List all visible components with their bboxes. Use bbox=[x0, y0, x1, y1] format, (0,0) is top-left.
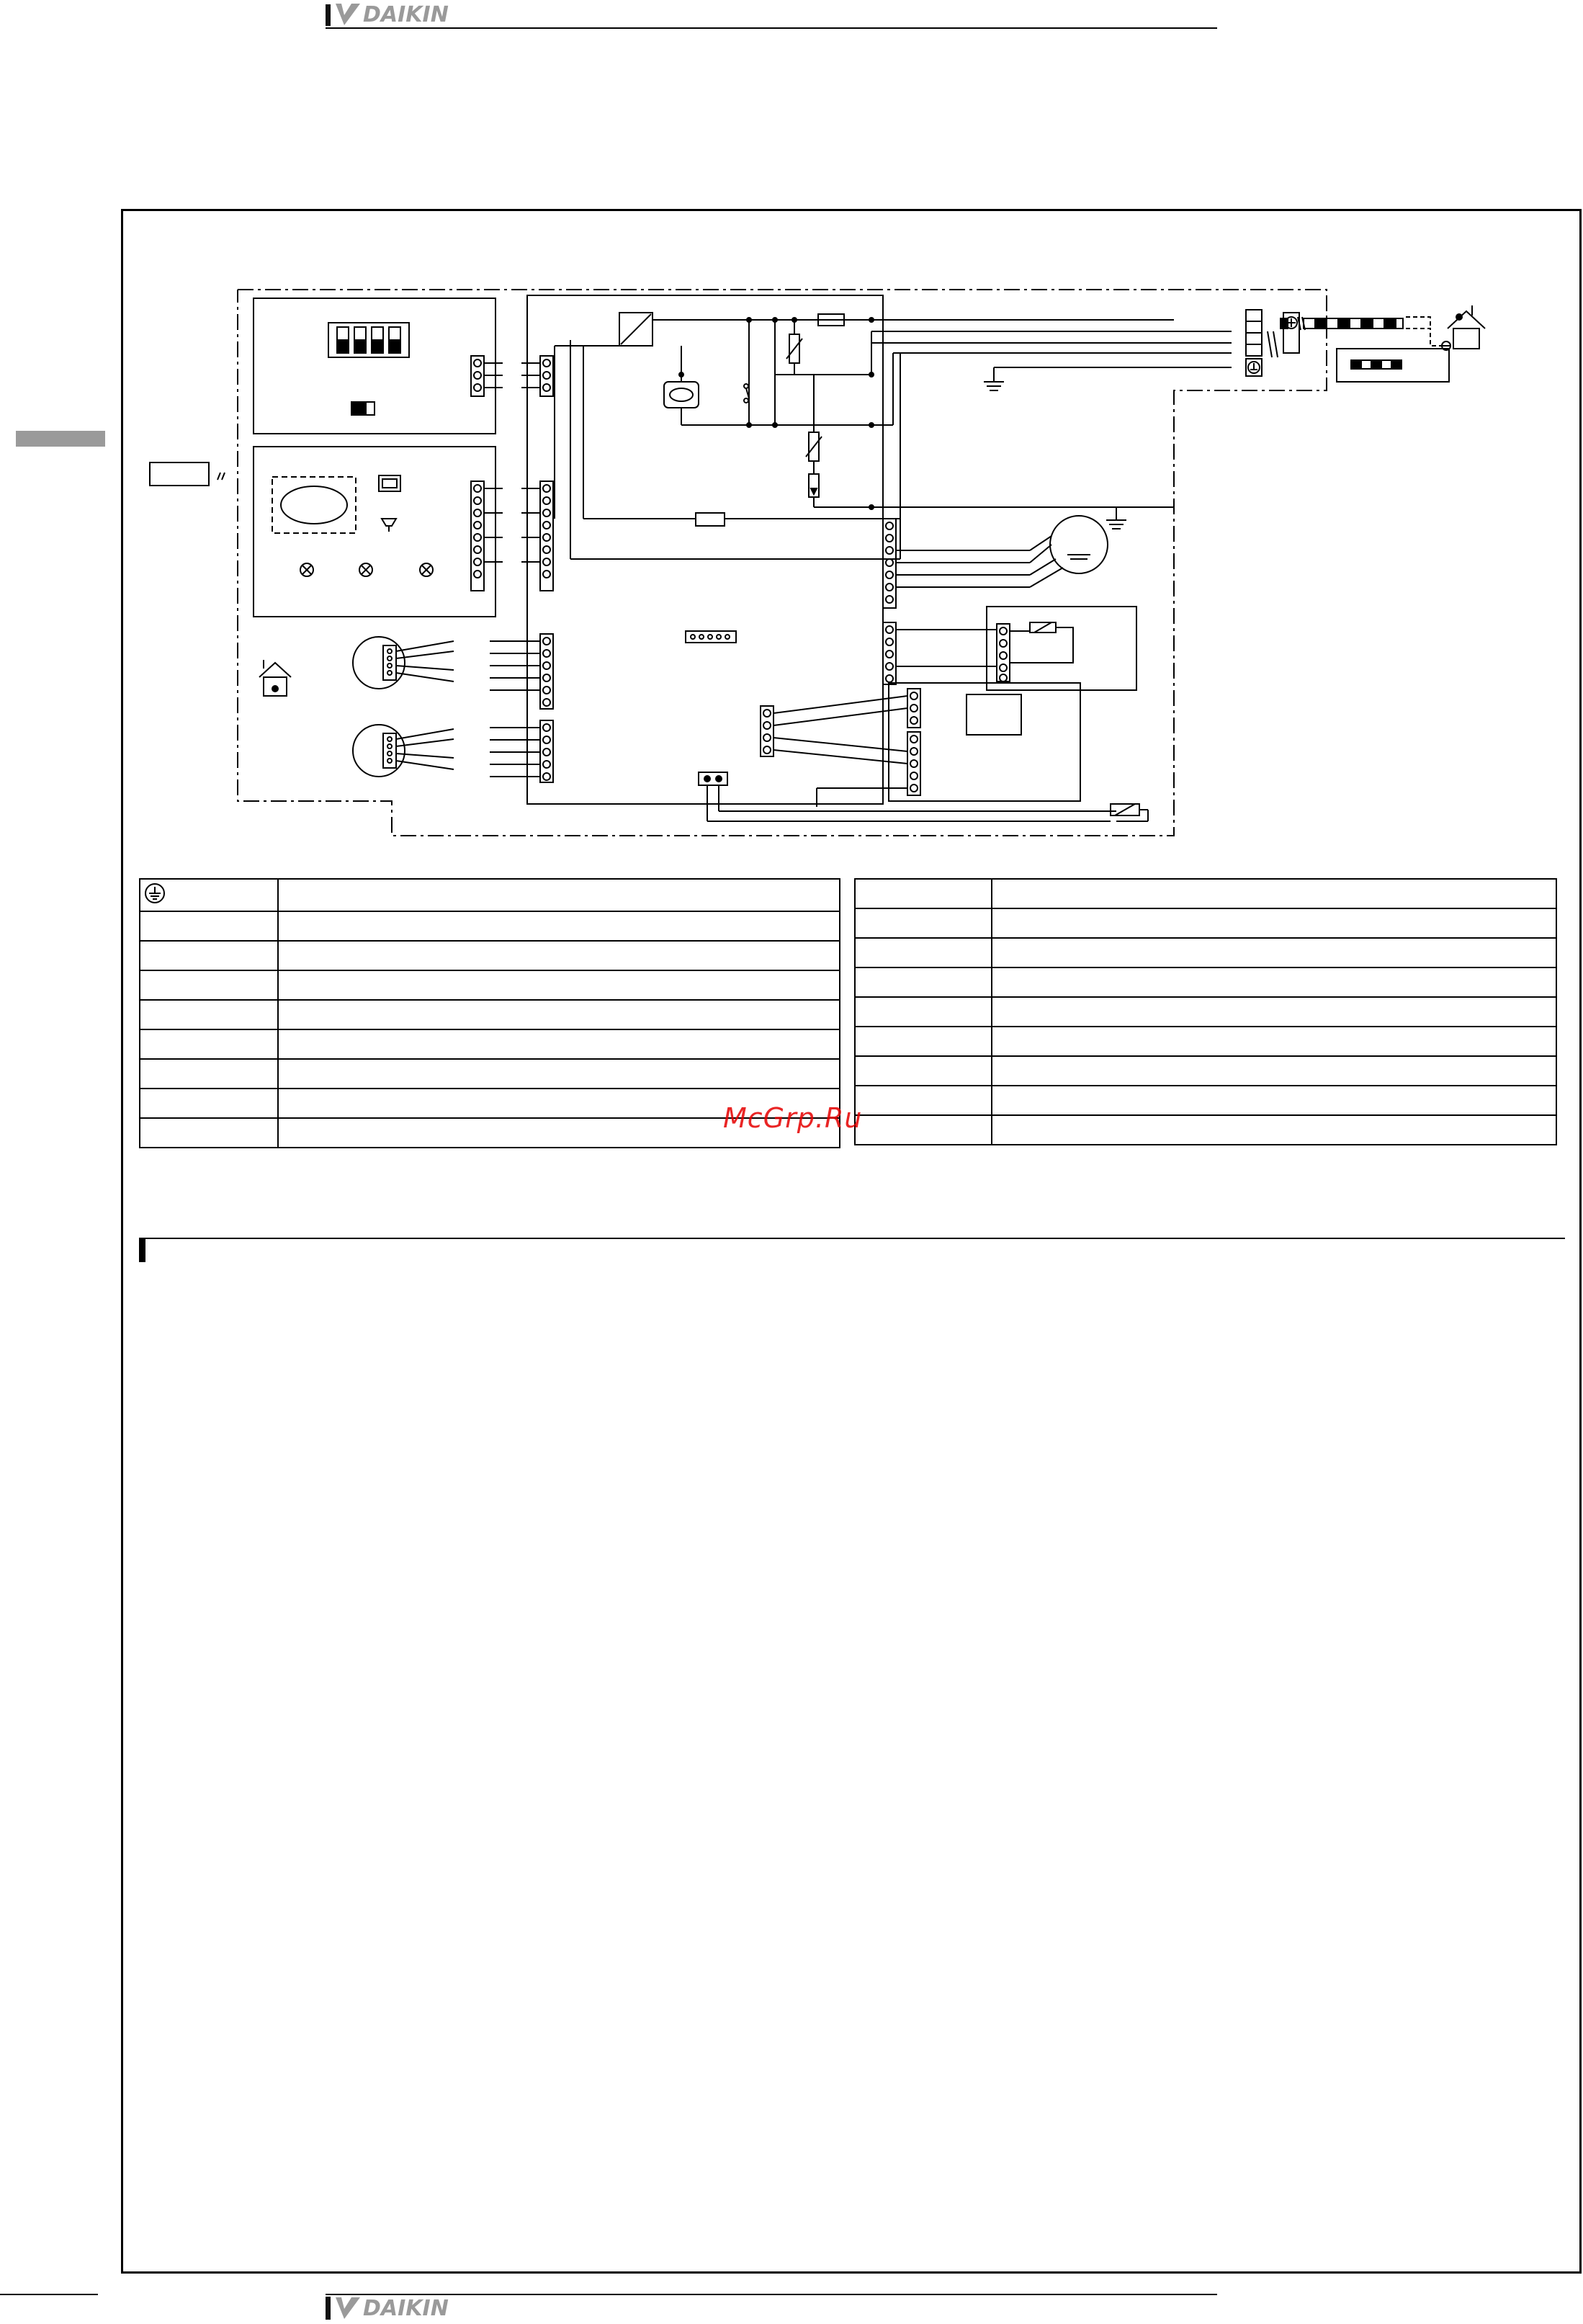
table-cell-description bbox=[278, 941, 840, 970]
header-brand: DAIKIN bbox=[363, 1, 449, 27]
protective-earth-icon bbox=[140, 880, 277, 907]
section-heading-rule bbox=[139, 1238, 1565, 1239]
table-cell-description bbox=[992, 1056, 1556, 1086]
table-cell-description bbox=[278, 911, 840, 941]
table-cell-description bbox=[992, 1086, 1556, 1115]
table-row bbox=[140, 970, 840, 1000]
table-cell-symbol bbox=[855, 997, 992, 1027]
table-cell-description bbox=[278, 1059, 840, 1089]
table-row bbox=[855, 997, 1556, 1027]
footer-brand: DAIKIN bbox=[363, 2295, 449, 2321]
table-row bbox=[855, 1027, 1556, 1056]
thermistor-connector bbox=[883, 622, 896, 684]
header-logo bbox=[336, 1, 494, 27]
table-row bbox=[855, 879, 1556, 908]
fan-motor-icon bbox=[1050, 516, 1108, 573]
table-cell-symbol bbox=[140, 911, 278, 941]
pcb-connector-lower bbox=[761, 706, 773, 756]
motor-connector-2 bbox=[490, 720, 553, 782]
table-cell-symbol bbox=[855, 908, 992, 938]
small-header bbox=[686, 631, 736, 643]
footer-logo bbox=[336, 2295, 494, 2321]
footer-left-rule bbox=[0, 2294, 98, 2295]
table-cell-description bbox=[992, 1027, 1556, 1056]
indicator-lamp-icon bbox=[300, 563, 433, 576]
swing-motor-icon-2 bbox=[353, 725, 454, 777]
table-cell-symbol bbox=[140, 970, 278, 1000]
remote-box bbox=[150, 462, 209, 486]
watermark: McGrp.Ru bbox=[723, 1102, 863, 1134]
table-cell-symbol bbox=[140, 1089, 278, 1118]
section-heading-marker bbox=[139, 1238, 145, 1262]
main-pcb bbox=[527, 295, 883, 804]
table-cell-description bbox=[992, 997, 1556, 1027]
table-row bbox=[855, 1056, 1556, 1086]
table-cell-description bbox=[992, 967, 1556, 997]
table-cell-symbol bbox=[855, 1056, 992, 1086]
table-row bbox=[855, 1115, 1556, 1145]
table-cell-symbol bbox=[140, 941, 278, 970]
table-row bbox=[140, 1059, 840, 1089]
legend-table-right bbox=[854, 878, 1557, 1145]
house-icon bbox=[259, 660, 291, 696]
display-connector bbox=[471, 481, 553, 591]
header-rule bbox=[326, 27, 1217, 29]
table-cell-description bbox=[992, 1115, 1556, 1145]
wiring-diagram bbox=[137, 274, 1527, 850]
header-logo-bar bbox=[326, 4, 331, 26]
swing-motor-icon bbox=[353, 637, 454, 689]
table-cell-description bbox=[278, 1029, 840, 1059]
table-row bbox=[855, 908, 1556, 938]
table-cell-symbol bbox=[140, 1000, 278, 1029]
table-row bbox=[140, 911, 840, 941]
table-cell-symbol bbox=[140, 1029, 278, 1059]
motor-connector-1 bbox=[490, 634, 553, 709]
relay-board bbox=[889, 683, 1080, 801]
table-cell-symbol bbox=[855, 967, 992, 997]
table-cell-symbol bbox=[855, 1086, 992, 1115]
table-cell-symbol bbox=[855, 1027, 992, 1056]
footer-logo-bar bbox=[326, 2297, 331, 2320]
table-row bbox=[140, 879, 840, 911]
table-row bbox=[140, 1029, 840, 1059]
table-cell-description bbox=[278, 879, 840, 911]
daikin-mark-icon bbox=[336, 2297, 360, 2319]
table-cell-description bbox=[992, 938, 1556, 967]
slide-switch-icon bbox=[351, 402, 375, 415]
table-cell-symbol bbox=[140, 879, 278, 911]
table-cell-description bbox=[278, 1000, 840, 1029]
terminal-block bbox=[1246, 310, 1262, 376]
table-cell-symbol bbox=[855, 938, 992, 967]
daikin-mark-icon bbox=[336, 4, 360, 25]
table-row bbox=[140, 941, 840, 970]
jumper-connector bbox=[699, 772, 727, 785]
table-row bbox=[140, 1000, 840, 1029]
table-row bbox=[855, 938, 1556, 967]
display-board bbox=[254, 447, 495, 617]
table-cell-description bbox=[992, 908, 1556, 938]
table-cell-symbol bbox=[855, 879, 992, 908]
table-cell-description bbox=[278, 970, 840, 1000]
dip-connector bbox=[471, 356, 553, 396]
table-cell-symbol bbox=[855, 1115, 992, 1145]
table-row bbox=[855, 1086, 1556, 1115]
house-icon-right bbox=[1448, 305, 1485, 349]
side-tab bbox=[16, 431, 105, 447]
fan-connector bbox=[883, 519, 896, 608]
table-cell-description bbox=[992, 879, 1556, 908]
table-row bbox=[855, 967, 1556, 997]
table-cell-symbol bbox=[140, 1059, 278, 1089]
dip-switch-icon bbox=[328, 323, 409, 357]
table-cell-symbol bbox=[140, 1118, 278, 1148]
